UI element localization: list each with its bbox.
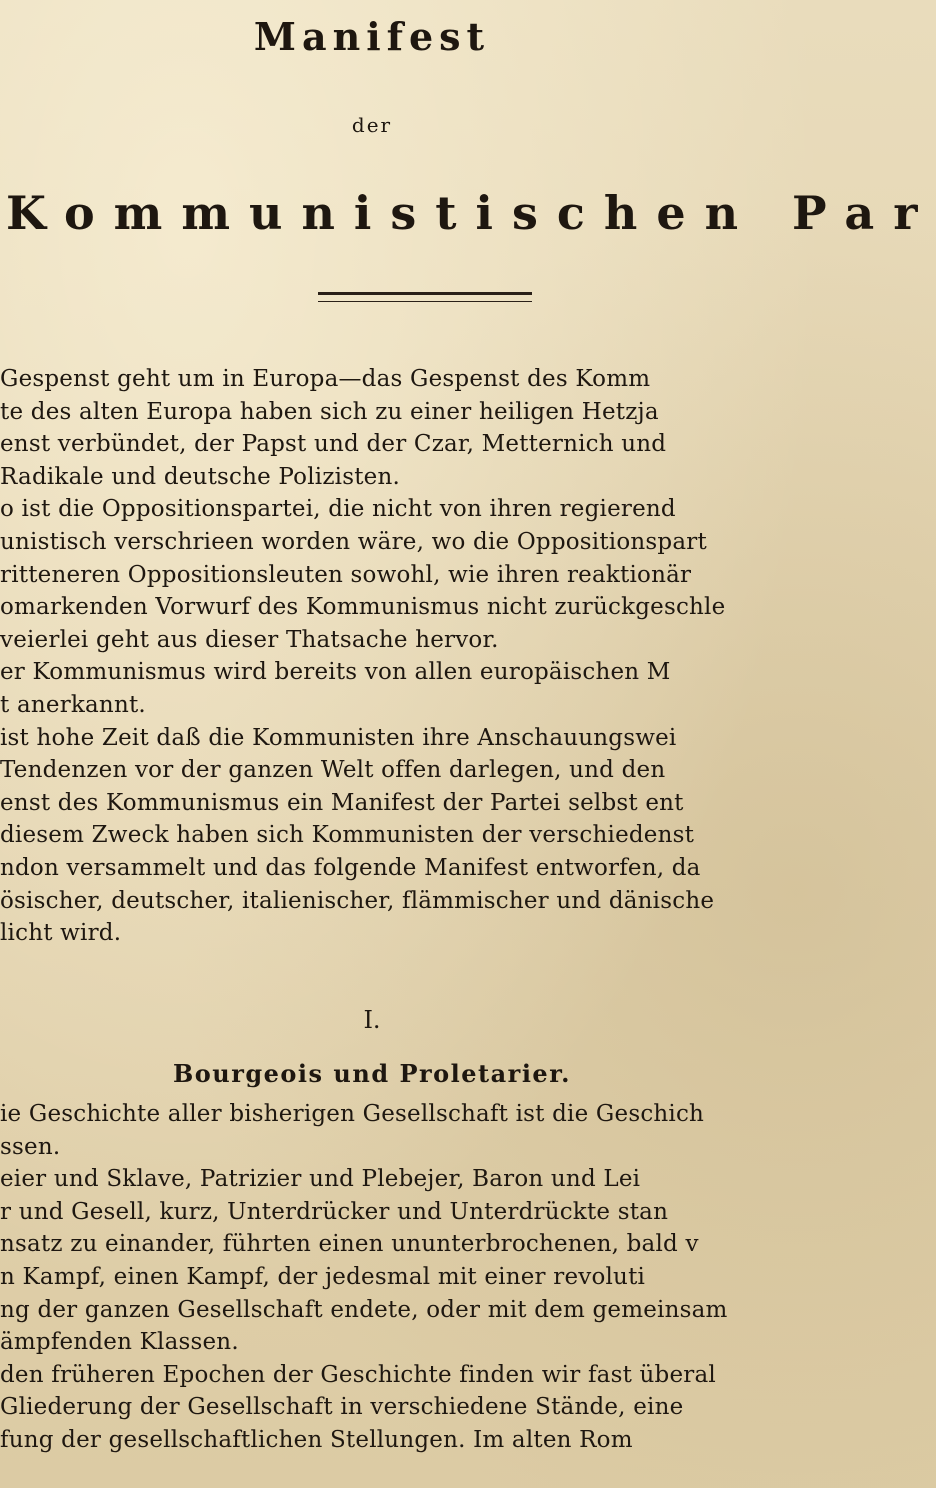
text-line: enst verbündet, der Papst und der Czar, Metternich und bbox=[0, 431, 667, 458]
text-line: te des alten Europa haben sich zu einer heiligen Hetzja bbox=[0, 398, 659, 425]
text-line: Gespenst geht um in Europa—das Gespenst des Komm bbox=[0, 366, 651, 392]
text-line: ndon versammelt und das folgende Manifest entworfen, da bbox=[0, 854, 701, 881]
chapter-one-text bbox=[0, 1098, 744, 1457]
text-line: ämpfenden Klassen. bbox=[0, 1329, 239, 1356]
text-line: eier und Sklave, Patrizier und Plebejer, Baron und Lei bbox=[0, 1166, 641, 1193]
text-line: o ist die Oppositionspartei, die nicht von ihren regierend bbox=[0, 496, 676, 523]
text-line: Tendenzen vor der ganzen Welt offen darlegen, und den bbox=[0, 757, 666, 784]
text-line: ritteneren Oppositionsleuten sowohl, wie ihren reaktionär bbox=[0, 561, 692, 588]
party-name-heading: Kommunistischen Par bbox=[6, 186, 936, 240]
chapter-title: Bourgeois und Proletarier. bbox=[172, 1059, 571, 1088]
text-line: r und Gesell, kurz, Unterdrücker und Unterdrückte stan bbox=[0, 1198, 669, 1225]
text-line: Radikale und deutsche Polizisten. bbox=[0, 463, 400, 490]
text-line: er Kommunismus wird bereits von allen europäischen M bbox=[0, 659, 671, 686]
text-line: Gliederung der Gesellschaft in verschiedene Stände, eine bbox=[0, 1394, 684, 1421]
text-line: ssen. bbox=[0, 1133, 61, 1160]
text-line: fung der gesellschaftlichen Stellungen. Im alten Rom bbox=[0, 1426, 633, 1453]
text-line: diesem Zweck haben sich Kommunisten der verschiedenst bbox=[0, 822, 695, 849]
text-line: licht wird. bbox=[0, 920, 122, 947]
text-line: omarkenden Vorwurf des Kommunismus nicht zurückgeschle bbox=[0, 594, 726, 621]
title-rule-divider bbox=[318, 292, 532, 302]
text-line: unistisch verschrieen worden wäre, wo die Oppositionspart bbox=[0, 528, 707, 555]
text-line: ie Geschichte aller bisherigen Gesellschaft ist die Geschich bbox=[0, 1101, 705, 1127]
document-title: Manifest bbox=[253, 14, 491, 59]
text-line: ist hohe Zeit daß die Kommunisten ihre Anschauungswei bbox=[0, 724, 677, 751]
text-line: veierlei geht aus dieser Thatsache hervor. bbox=[0, 626, 499, 653]
text-line: den früheren Epochen der Geschichte finden wir fast überal bbox=[0, 1361, 716, 1388]
text-line: enst des Kommunismus ein Manifest der Partei selbst ent bbox=[0, 789, 684, 816]
text-line: t anerkannt. bbox=[0, 691, 146, 718]
chapter-number: I. bbox=[363, 1006, 381, 1034]
text-line: n Kampf, einen Kampf, der jedesmal mit einer revoluti bbox=[0, 1263, 646, 1290]
text-line: ng der ganzen Gesellschaft endete, oder mit dem gemeinsam bbox=[0, 1296, 728, 1323]
text-line: ösischer, deutscher, italienischer, flämmischer und dänische bbox=[0, 887, 715, 914]
title-connector: der bbox=[351, 113, 393, 137]
preamble-text bbox=[0, 363, 744, 950]
text-line: nsatz zu einander, führten einen ununterbrochenen, bald v bbox=[0, 1231, 699, 1258]
